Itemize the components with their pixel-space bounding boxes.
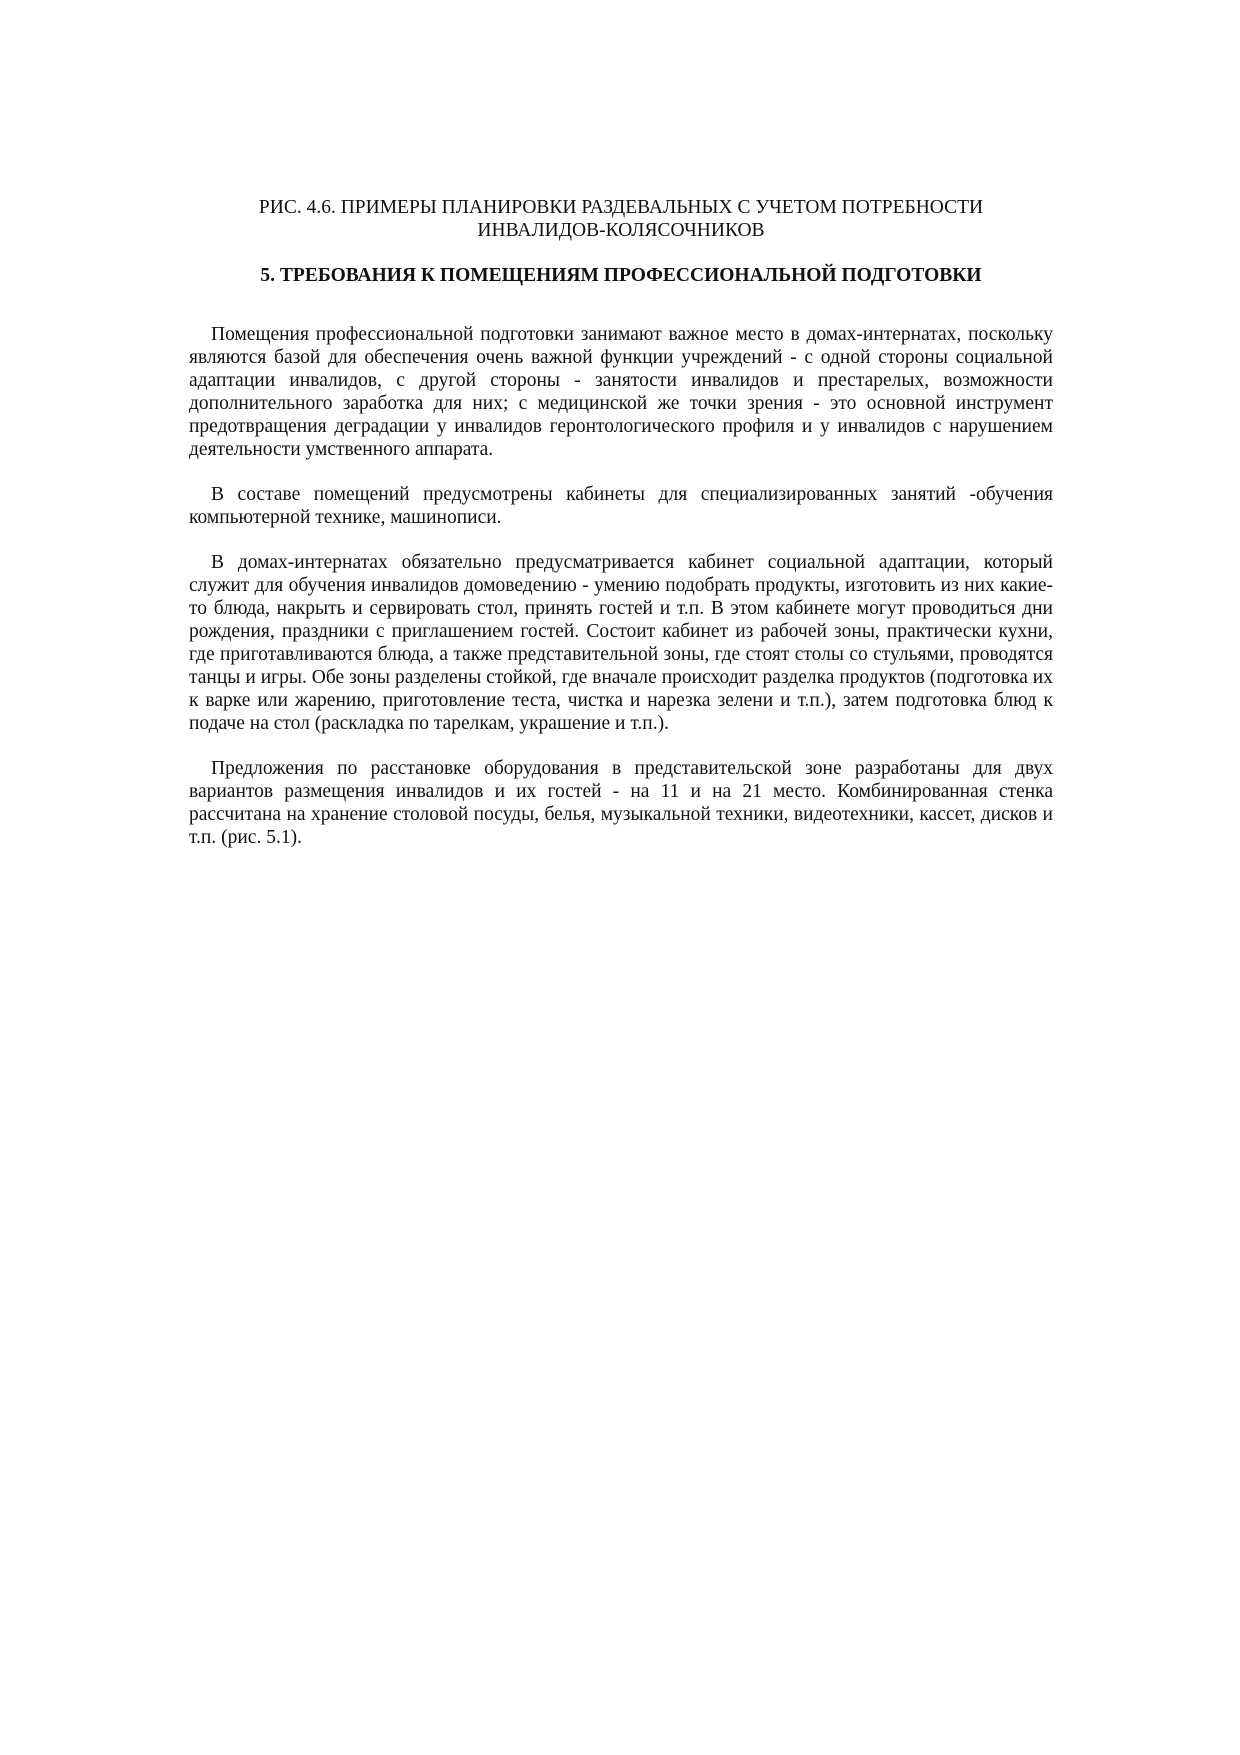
figure-caption-line-2: ИНВАЛИДОВ-КОЛЯСОЧНИКОВ <box>477 220 765 241</box>
figure-caption <box>189 196 1053 242</box>
section-heading: 5. ТРЕБОВАНИЯ К ПОМЕЩЕНИЯМ ПРОФЕССИОНАЛЬНОЙ ПОДГОТОВКИ <box>260 265 982 286</box>
paragraph: Помещения профессиональной подготовки занимают важное место в домах-интернатах, поскольку являются базой для обеспечения очень важной функции учреждений - с одной стороны социальной адаптации инвалидов, с другой стороны - занятости инвалидов и престарелых, возможности дополнительного заработка для них; с медицинской же точки зрения - это основной инструмент предотвращения деградации у инвалидов геронтологического профиля и у инвалидов с нарушением деятельности умственного аппарата. <box>189 324 1053 460</box>
body-text <box>189 323 1053 849</box>
page-content <box>189 196 1053 871</box>
paragraph: В домах-интернатах обязательно предусматривается кабинет социальной адаптации, который служит для обучения инвалидов домоведению - умению подобрать продукты, изготовить из них какие-то блюда, накрыть и сервировать стол, принять гостей и т.п. В этом кабинете могут проводиться дни рождения, праздники с приглашением гостей. Состоит кабинет из рабочей зоны, практически кухни, где приготавливаются блюда, а также представительной зоны, где стоят столы со стульями, проводятся танцы и игры. Обе зоны разделены стойкой, где вначале происходит разделка продуктов (подготовка их к варке или жарению, приготовление теста, чистка и нарезка зелени и т.п.), затем подготовка блюд к подаче на стол (раскладка по тарелкам, украшение и т.п.). <box>189 552 1053 734</box>
paragraph: Предложения по расстановке оборудования в представительской зоне разработаны для двух вариантов размещения инвалидов и их гостей - на 11 и на 21 место. Комбинированная стенка рассчитана на хранение столовой посуды, белья, музыкальной техники, видеотехники, кассет, дисков и т.п. (рис. 5.1). <box>189 758 1053 848</box>
figure-caption-line-1: РИС. 4.6. ПРИМЕРЫ ПЛАНИРОВКИ РАЗДЕВАЛЬНЫХ С УЧЕТОМ ПОТРЕБНОСТИ <box>258 197 984 218</box>
paragraph: В составе помещений предусмотрены кабинеты для специализированных занятий -обучения компьютерной технике, машинописи. <box>189 484 1053 528</box>
